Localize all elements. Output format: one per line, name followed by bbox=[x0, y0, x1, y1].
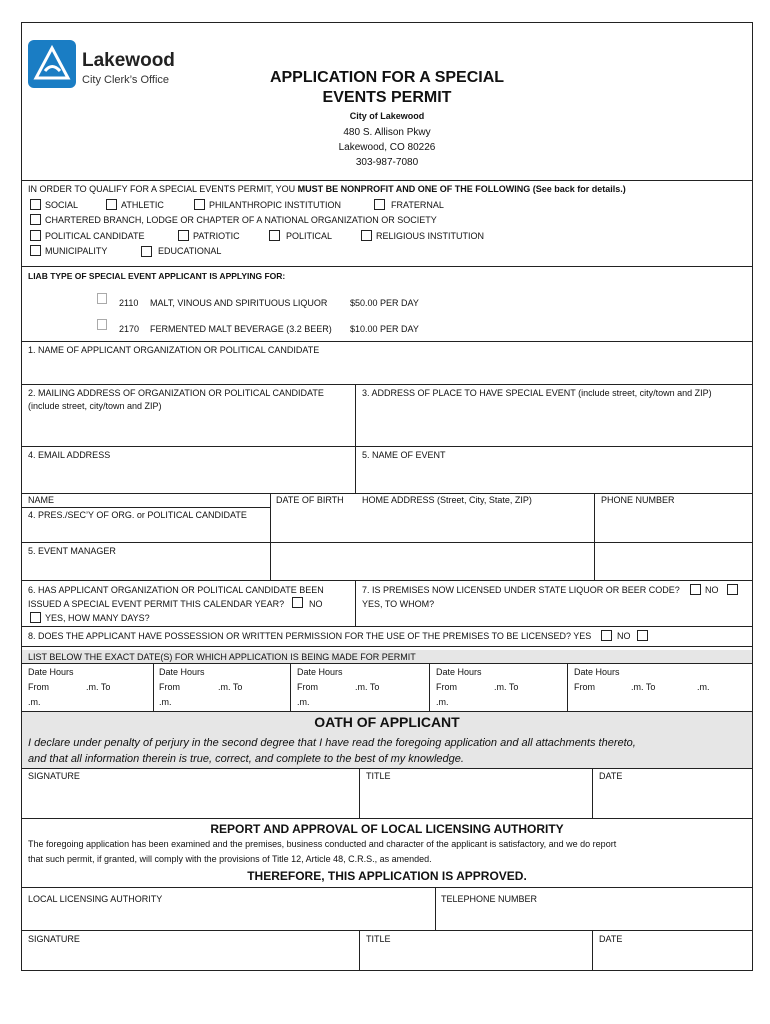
to-2: .m. To bbox=[218, 682, 243, 692]
email-label: 4. EMAIL ADDRESS bbox=[28, 450, 111, 460]
checkbox-6-yes[interactable] bbox=[292, 597, 303, 608]
manager-label: 5. EVENT MANAGER bbox=[28, 546, 116, 556]
label-6-yes-days: YES, HOW MANY DAYS? bbox=[45, 613, 150, 623]
divider bbox=[21, 266, 753, 267]
liab-code-2110: 2110 bbox=[119, 298, 139, 308]
report-approved: THEREFORE, THIS APPLICATION IS APPROVED. bbox=[247, 869, 527, 883]
authority-label: LOCAL LICENSING AUTHORITY bbox=[28, 894, 163, 904]
checkbox-educational[interactable] bbox=[141, 246, 152, 257]
checkbox-political[interactable] bbox=[269, 230, 280, 241]
checkbox-6-no[interactable] bbox=[30, 612, 41, 623]
divider bbox=[21, 930, 753, 931]
divider bbox=[21, 180, 753, 181]
to-1: .m. To bbox=[86, 682, 111, 692]
date-hours-1: Date Hours bbox=[28, 667, 74, 677]
m-4: .m. bbox=[436, 697, 449, 707]
label-chartered: CHARTERED BRANCH, LODGE OR CHAPTER OF A NATIONAL ORGANIZATION OR SOCIETY bbox=[45, 215, 437, 225]
label-6-no: NO bbox=[309, 599, 323, 609]
form-title-line1: APPLICATION FOR A SPECIAL bbox=[269, 69, 505, 86]
divider bbox=[21, 384, 753, 385]
divider bbox=[21, 887, 753, 888]
date-hours-5: Date Hours bbox=[574, 667, 620, 677]
liab-fee-2110: $50.00 PER DAY bbox=[350, 298, 419, 308]
qualify-intro-a: IN ORDER TO QUALIFY FOR A SPECIAL EVENTS PERMIT, YOU bbox=[28, 184, 298, 194]
liab-desc-2170: FERMENTED MALT BEVERAGE (3.2 BEER) bbox=[150, 324, 332, 334]
divider bbox=[21, 446, 753, 447]
label-political: POLITICAL bbox=[286, 231, 333, 241]
field-1-label: 1. NAME OF APPLICANT ORGANIZATION OR POLITICAL CANDIDATE bbox=[28, 345, 320, 355]
to-3: .m. To bbox=[355, 682, 380, 692]
logo-name: Lakewood bbox=[82, 50, 175, 71]
label-philanthropic: PHILANTHROPIC INSTITUTION bbox=[209, 200, 342, 210]
logo-subtitle: City Clerk’s Office bbox=[82, 74, 170, 86]
oath-text-line2: and that all information therein is true, correct, and complete to the best of my knowledge. bbox=[28, 753, 464, 765]
checkbox-8-yes[interactable] bbox=[601, 630, 612, 641]
field-8-label: 8. DOES THE APPLICANT HAVE POSSESSION OR WRITTEN PERMISSION FOR THE USE OF THE PREMISES TO BE LICENSED? YES bbox=[28, 631, 592, 641]
field-7-label-b: YES, TO WHOM? bbox=[362, 599, 435, 609]
divider bbox=[21, 768, 753, 769]
divider bbox=[592, 768, 593, 818]
header-address2: Lakewood, CO 80226 bbox=[338, 142, 436, 153]
checkbox-religious[interactable] bbox=[361, 230, 372, 241]
divider bbox=[21, 542, 753, 543]
label-7-no: NO bbox=[705, 585, 719, 595]
col-name: NAME bbox=[28, 495, 55, 505]
col-dob: DATE OF BIRTH bbox=[276, 495, 344, 505]
telephone-label: TELEPHONE NUMBER bbox=[441, 894, 538, 904]
lakewood-logo bbox=[28, 40, 178, 90]
label-8-no: NO bbox=[617, 631, 631, 641]
divider bbox=[435, 887, 436, 930]
report-date-input[interactable] bbox=[594, 946, 752, 970]
report-signature-label: SIGNATURE bbox=[28, 934, 80, 944]
checkbox-7-yes[interactable] bbox=[690, 584, 701, 595]
m-1: .m. bbox=[28, 697, 41, 707]
liab-code-2170: 2170 bbox=[119, 324, 140, 334]
m-3: .m. bbox=[297, 697, 310, 707]
manager-input[interactable] bbox=[22, 558, 270, 578]
oath-signature-label: SIGNATURE bbox=[28, 771, 80, 781]
col-home-address: HOME ADDRESS (Street, City, State, ZIP) bbox=[362, 495, 532, 505]
m-5: .m. bbox=[697, 682, 710, 692]
checkbox-municipality[interactable] bbox=[30, 245, 41, 256]
oath-signature-input[interactable] bbox=[22, 783, 358, 816]
label-athletic: ATHLETIC bbox=[121, 200, 164, 210]
header-org: City of Lakewood bbox=[349, 111, 425, 121]
event-address-input[interactable] bbox=[357, 402, 752, 445]
authority-input[interactable] bbox=[22, 906, 434, 928]
email-input[interactable] bbox=[22, 463, 352, 491]
mailing-address-input[interactable] bbox=[22, 414, 352, 445]
checkbox-liquor-2110[interactable] bbox=[97, 293, 107, 304]
from-5: From bbox=[574, 682, 595, 692]
divider bbox=[21, 580, 753, 581]
checkbox-8-no[interactable] bbox=[637, 630, 648, 641]
checkbox-political-candidate[interactable] bbox=[30, 230, 41, 241]
label-religious: RELIGIOUS INSTITUTION bbox=[376, 231, 485, 241]
event-name-input[interactable] bbox=[357, 463, 752, 491]
divider bbox=[21, 626, 753, 627]
divider bbox=[355, 580, 356, 626]
event-name-label: 5. NAME OF EVENT bbox=[362, 450, 446, 460]
from-3: From bbox=[297, 682, 318, 692]
dates-list-label: LIST BELOW THE EXACT DATE(S) FOR WHICH APPLICATION IS BEING MADE FOR PERMIT bbox=[28, 652, 416, 662]
header-address1: 480 S. Allison Pkwy bbox=[343, 127, 431, 138]
report-date-label: DATE bbox=[599, 934, 623, 944]
date-hours-2: Date Hours bbox=[159, 667, 205, 677]
label-educational: EDUCATIONAL bbox=[158, 246, 222, 256]
oath-title: OATH OF APPLICANT bbox=[314, 714, 460, 730]
label-political-candidate: POLITICAL CANDIDATE bbox=[45, 231, 145, 241]
divider bbox=[21, 341, 753, 342]
qualify-intro-b: MUST BE NONPROFIT AND ONE OF THE FOLLOWING (See back for details.) bbox=[297, 184, 626, 194]
divider bbox=[21, 818, 753, 819]
divider bbox=[592, 930, 593, 971]
report-title-label: TITLE bbox=[366, 934, 391, 944]
pres-input[interactable] bbox=[22, 522, 270, 540]
divider bbox=[21, 646, 753, 647]
field-6-label-b: ISSUED A SPECIAL EVENT PERMIT THIS CALENDAR YEAR? bbox=[28, 599, 285, 609]
col-phone-number: PHONE NUMBER bbox=[601, 495, 675, 505]
oath-date-label: DATE bbox=[599, 771, 623, 781]
form-title-line2: EVENTS PERMIT bbox=[322, 89, 452, 106]
applicant-name-input[interactable] bbox=[22, 357, 752, 383]
checkbox-patriotic[interactable] bbox=[178, 230, 189, 241]
checkbox-philanthropic[interactable] bbox=[194, 199, 205, 210]
checkbox-7-no[interactable] bbox=[727, 584, 738, 595]
checkbox-athletic[interactable] bbox=[106, 199, 117, 210]
telephone-input[interactable] bbox=[437, 906, 752, 928]
report-text-line2: that such permit, if granted, will comply with the provisions of Title 12, Article 48, C.R.S., as amended. bbox=[28, 854, 432, 864]
report-title-input[interactable] bbox=[361, 946, 591, 970]
header-phone: 303-987-7080 bbox=[355, 157, 419, 168]
label-fraternal: FRATERNAL bbox=[391, 200, 444, 210]
oath-title-input[interactable] bbox=[361, 783, 591, 816]
divider bbox=[21, 507, 271, 508]
field-3-label: 3. ADDRESS OF PLACE TO HAVE SPECIAL EVENT (include street, city/town and ZIP) bbox=[362, 388, 712, 398]
date-hours-3: Date Hours bbox=[297, 667, 343, 677]
divider bbox=[21, 663, 753, 664]
divider bbox=[21, 493, 753, 494]
label-municipality: MUNICIPALITY bbox=[45, 246, 108, 256]
m-2: .m. bbox=[159, 697, 172, 707]
field-2-label: 2. MAILING ADDRESS OF ORGANIZATION OR POLITICAL CANDIDATE bbox=[28, 388, 324, 398]
from-2: From bbox=[159, 682, 180, 692]
divider bbox=[359, 930, 360, 971]
report-signature-input[interactable] bbox=[22, 946, 358, 970]
pres-label: 4. PRES./SEC’Y OF ORG. or POLITICAL CANDIDATE bbox=[28, 510, 247, 520]
divider bbox=[355, 384, 356, 494]
to-5: .m. To bbox=[631, 682, 656, 692]
from-4: From bbox=[436, 682, 457, 692]
divider bbox=[594, 493, 595, 580]
divider bbox=[153, 663, 154, 711]
checkbox-chartered[interactable] bbox=[30, 214, 41, 225]
divider bbox=[429, 663, 430, 711]
lakewood-logo-icon bbox=[28, 40, 76, 88]
label-social: SOCIAL bbox=[45, 200, 79, 210]
oath-title-label: TITLE bbox=[366, 771, 391, 781]
oath-text-line1: I declare under penalty of perjury in the second degree that I have read the foregoing application and all attachments thereto, bbox=[28, 737, 636, 749]
divider bbox=[567, 663, 568, 711]
field-2-sublabel: (include street, city/town and ZIP) bbox=[28, 401, 162, 411]
qualify-intro bbox=[28, 184, 626, 195]
checkbox-fraternal[interactable] bbox=[374, 199, 385, 210]
divider bbox=[359, 768, 360, 818]
to-4: .m. To bbox=[494, 682, 519, 692]
checkbox-beer-2170[interactable] bbox=[97, 319, 107, 330]
checkbox-social[interactable] bbox=[30, 199, 41, 210]
liab-fee-2170: $10.00 PER DAY bbox=[350, 324, 419, 334]
oath-date-input[interactable] bbox=[594, 783, 752, 816]
liab-label: LIAB TYPE OF SPECIAL EVENT APPLICANT IS APPLYING FOR: bbox=[28, 271, 286, 281]
field-7-label: 7. IS PREMISES NOW LICENSED UNDER STATE LIQUOR OR BEER CODE? bbox=[362, 585, 680, 595]
divider bbox=[290, 663, 291, 711]
field-6-label: 6. HAS APPLICANT ORGANIZATION OR POLITICAL CANDIDATE BEEN bbox=[28, 585, 324, 595]
date-hours-4: Date Hours bbox=[436, 667, 482, 677]
label-patriotic: PATRIOTIC bbox=[193, 231, 240, 241]
liab-desc-2110: MALT, VINOUS AND SPIRITUOUS LIQUOR bbox=[150, 298, 328, 308]
report-title: REPORT AND APPROVAL OF LOCAL LICENSING AUTHORITY bbox=[210, 822, 564, 836]
from-1: From bbox=[28, 682, 49, 692]
report-text-line1: The foregoing application has been examined and the premises, business conducted and character of the applicant is satisfactory, and we do report bbox=[28, 839, 617, 849]
